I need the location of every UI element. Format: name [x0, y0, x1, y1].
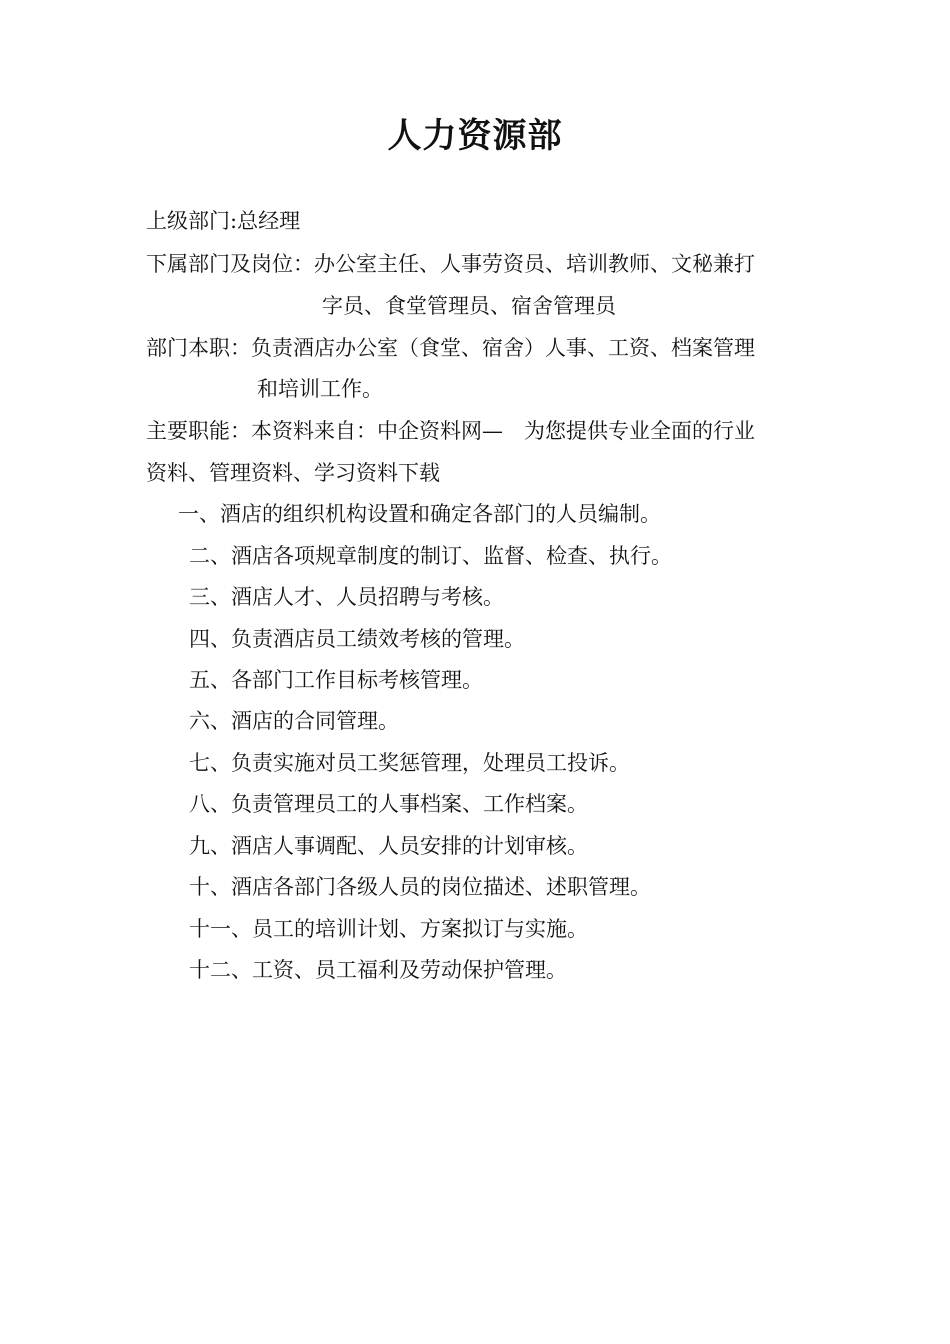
superior-department: 上级部门:总经理: [146, 209, 301, 233]
main-functions-line-1: 主要职能：本资料来自：中企资料网— 为您提供专业全面的行业: [146, 419, 755, 443]
function-item: 九、酒店人事调配、人员安排的计划审核。: [189, 834, 588, 858]
function-item: 十、酒店各部门各级人员的岗位描述、述职管理。: [189, 875, 651, 899]
function-item: 四、负责酒店员工绩效考核的管理。: [189, 627, 525, 651]
department-duty-line-2: 和培训工作。: [257, 377, 383, 401]
main-functions-line-2: 资料、管理资料、学习资料下载: [146, 461, 440, 485]
function-item: 八、负责管理员工的人事档案、工作档案。: [189, 792, 588, 816]
function-item: 七、负责实施对员工奖惩管理，处理员工投诉。: [189, 751, 630, 775]
subordinate-positions-line-1: 下属部门及岗位：办公室主任、人事劳资员、培训教师、文秘兼打: [146, 252, 755, 276]
page-title: 人力资源部: [387, 116, 563, 156]
department-duty-line-1: 部门本职：负责酒店办公室（食堂、宿舍）人事、工资、档案管理: [146, 336, 755, 360]
function-item: 十二、工资、员工福利及劳动保护管理。: [189, 958, 567, 982]
function-item: 一、酒店的组织机构设置和确定各部门的人员编制。: [178, 502, 661, 526]
function-item: 六、酒店的合同管理。: [189, 709, 399, 733]
function-item: 三、酒店人才、人员招聘与考核。: [189, 585, 504, 609]
subordinate-positions-line-2: 字员、食堂管理员、宿舍管理员: [322, 294, 616, 318]
function-item: 十一、员工的培训计划、方案拟订与实施。: [189, 917, 588, 941]
function-item: 五、各部门工作目标考核管理。: [189, 668, 483, 692]
function-item: 二、酒店各项规章制度的制订、监督、检查、执行。: [189, 544, 672, 568]
